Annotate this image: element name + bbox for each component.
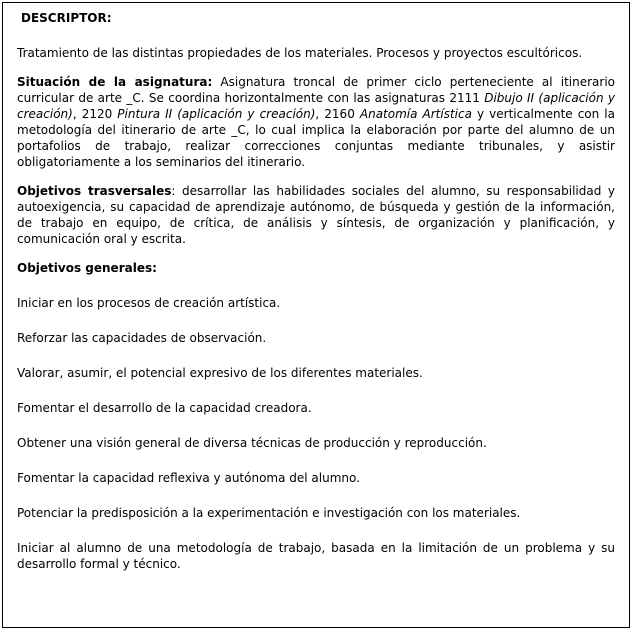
- objective-item: Iniciar en los procesos de creación artística.: [17, 296, 281, 310]
- situacion-text-2: , 2120: [72, 107, 118, 121]
- descriptor-text: Tratamiento de las distintas propiedades de los materiales. Procesos y proyectos escultóricos.: [17, 46, 583, 60]
- objective-item: Valorar, asumir, el potencial expresivo de los diferentes materiales.: [17, 366, 423, 380]
- course-anatomia: Anatomía Artística: [359, 107, 472, 121]
- situacion-label: Situación de la asignatura:: [17, 75, 213, 89]
- objective-item: Iniciar al alumno de una metodología de trabajo, basada en la limitación de un problema y su desarrollo formal y técnico.: [17, 541, 615, 571]
- situacion-text-4: y verticalmente con la metodología del itinerario de arte _C, lo cual implica la elaboración por parte del alumno de un portafolios de trabajo, realizar correcciones conjuntas mediante tribunales, y asistir obligatoriamente a los seminarios del itinerario.: [17, 107, 615, 169]
- objective-item: Reforzar las capacidades de observación.: [17, 331, 267, 345]
- objective-item: Obtener una visión general de diversa técnicas de producción y reproducción.: [17, 436, 487, 450]
- transversales-paragraph: [17, 183, 615, 247]
- objective-item: Potenciar la predisposición a la experimentación e investigación con los materiales.: [17, 506, 521, 520]
- situacion-paragraph: [17, 74, 615, 170]
- transversales-text: : desarrollar las habilidades sociales del alumno, su responsabilidad y autoexigencia, su capacidad de aprendizaje autónomo, de búsqueda y gestión de la información, de trabajo en equipo, de crítica, de análisis y síntesis, de organización y planificación, y comunicación oral y escrita.: [17, 184, 615, 246]
- generales-label: Objetivos generales:: [17, 261, 157, 275]
- document-frame: [2, 2, 630, 628]
- transversales-label: Objetivos trasversales: [17, 184, 172, 198]
- descriptor-heading: DESCRIPTOR:: [21, 11, 112, 25]
- course-dibujo: Dibujo II (aplicación y creación): [17, 91, 616, 121]
- course-pintura: Pintura II (aplicación y creación): [117, 107, 316, 121]
- objective-item: Fomentar la capacidad reflexiva y autónoma del alumno.: [17, 471, 360, 485]
- generales-heading: [17, 260, 615, 276]
- situacion-text-1: Asignatura troncal de primer ciclo perteneciente al itinerario curricular de arte _C. Se coordina horizontalmente con las asignaturas 2111: [17, 75, 615, 105]
- objective-item: Fomentar el desarrollo de la capacidad creadora.: [17, 401, 312, 415]
- situacion-text-3: , 2160: [315, 107, 360, 121]
